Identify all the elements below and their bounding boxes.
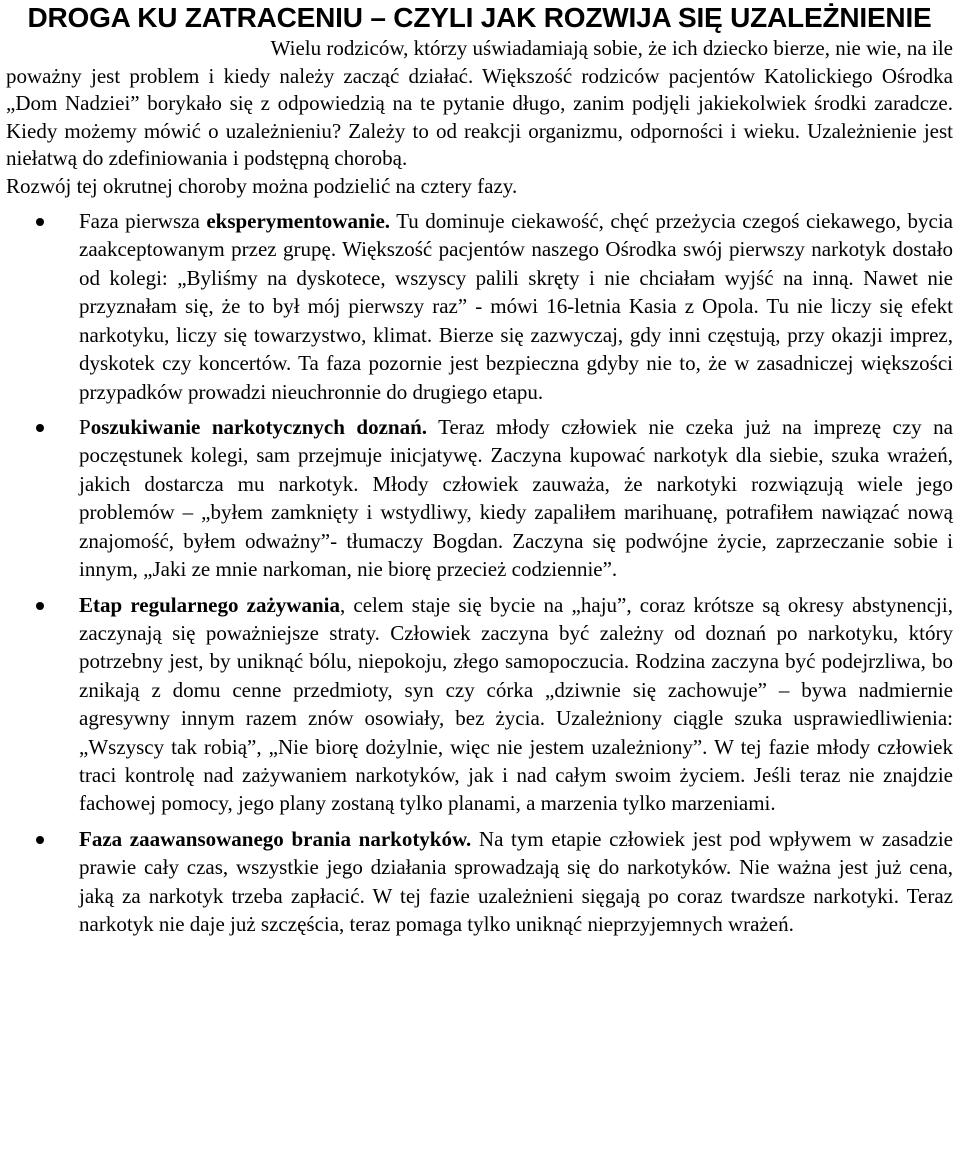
list-item	[6, 825, 953, 939]
phase-heading: Etap regularnego zażywania	[79, 592, 340, 617]
bullet-icon	[36, 602, 44, 610]
bullet-icon	[36, 424, 44, 432]
phase-heading: eksperymentowanie.	[206, 208, 391, 233]
bullet-icon	[36, 836, 44, 844]
phase-prefix: P	[79, 415, 91, 440]
list-item	[6, 591, 953, 818]
phase-text: Teraz młody człowiek nie czeka już na imprezę czy na poczęstunek kolegi, sam przejmuje inicjatywę. Zaczyna kupować narkotyk dla siebie, szuka wrażeń, jakich dostarcza mu narkotyk. Młody człowiek zauważa, że narkotyki rozwiązują wiele jego problemów – „byłem zamknięty i wstydliwy, kiedy zapaliłem marihuanę, potrafiłem nawiązać nową znajomość, byłem odważny”- tłumaczy Bogdan. Zaczyna się podwójne życie, zaprzeczanie sobie i innym, „Jaki ze mnie narkoman, nie biorę przecież codziennie”.	[79, 415, 953, 582]
intro-paragraph: poważny jest problem i kiedy należy zacząć działać. Większość rodziców pacjentów Katolickiego Ośrodka „Dom Nadziei” borykało się z odpowiedzią na te pytanie długo, zanim podjęli jakiekolwiek środki zaradcze. Kiedy możemy mówić o uzależnieniu? Zależy to od reakcji organizmu, odporności i wieku. Uzależnienie jest niełatwą do zdefiniowania i podstępną chorobą.	[6, 63, 953, 171]
phase-prefix: Faza pierwsza	[79, 208, 207, 233]
phase-text: Na tym etapie człowiek jest pod wpływem w zasadzie prawie cały czas, wszystkie jego działania sprowadzają się do narkotyków. Nie ważna jest już cena, jaką za narkotyk trzeba zapłacić. W tej fazie uzależnieni sięgają po coraz twardsze narkotyki. Teraz narkotyk nie daje już szczęścia, teraz pomaga tylko uniknąć nieprzyjemnych wrażeń.	[79, 826, 953, 936]
phases-list	[6, 207, 953, 939]
intro-first-line: Wielu rodziców, którzy uświadamiają sobie, że ich dziecko bierze, nie wie, na ile	[270, 36, 953, 60]
phase-heading: oszukiwanie narkotycznych doznań.	[90, 415, 427, 440]
bullet-icon	[36, 218, 44, 226]
phase-text: , celem staje się bycie na „haju”, coraz krótsze są okresy abstynencji, zaczynają się poważniejsze straty. Człowiek zaczyna być zależny od doznań po narkotyku, który potrzebny jest, by uniknąć bólu, niepokoju, złego samopoczucia. Rodzina zaczyna być podejrzliwa, bo znikają z domu cenne przedmioty, syn czy córka „dziwnie się zachowuje” – bywa nadmiernie agresywny innym razem znów osowiały, bez życia. Uzależniony ciągle szuka usprawiedliwienia: „Wszyscy tak robią”, „Nie biorę dożylnie, więc nie jestem uzależniony”. W tej fazie młody człowiek traci kontrolę nad zażywaniem narkotyków, jak i nad całym swoim życiem. Jeśli teraz nie znajdzie fachowej pomocy, jego plany zostaną tylko planami, a marzenia tylko marzeniami.	[79, 592, 953, 816]
phase-text: Tu dominuje ciekawość, chęć przeżycia czegoś ciekawego, bycia zaakceptowanym przez grupę. Większość pacjentów naszego Ośrodka swój pierwszy narkotyk dostało od kolegi: „Byliśmy na dyskotece, wszyscy palili skręty i nie chciałam wyjść na inną. Nawet nie przyznałam się, że to był mój pierwszy raz” - mówi 16-letnia Kasia z Opola. Tu nie liczy się efekt narkotyku, liczy się towarzystwo, klimat. Bierze się zazwyczaj, gdy inni częstują, przy okazji imprez, dyskotek czy koncertów. Ta faza pozornie jest bezpieczna gdyby nie to, że w zasadniczej większości przypadków prowadzi nieuchronnie do drugiego etapu.	[79, 208, 953, 404]
list-item	[6, 207, 953, 407]
list-item	[6, 413, 953, 583]
phases-lead: Rozwój tej okrutnej choroby można podzielić na cztery fazy.	[6, 173, 518, 198]
page-title: DROGA KU ZATRACENIU – CZYLI JAK ROZWIJA SIĘ UZALEŻNIENIE	[27, 2, 932, 33]
phase-heading: Faza zaawansowanego brania narkotyków.	[79, 826, 472, 851]
